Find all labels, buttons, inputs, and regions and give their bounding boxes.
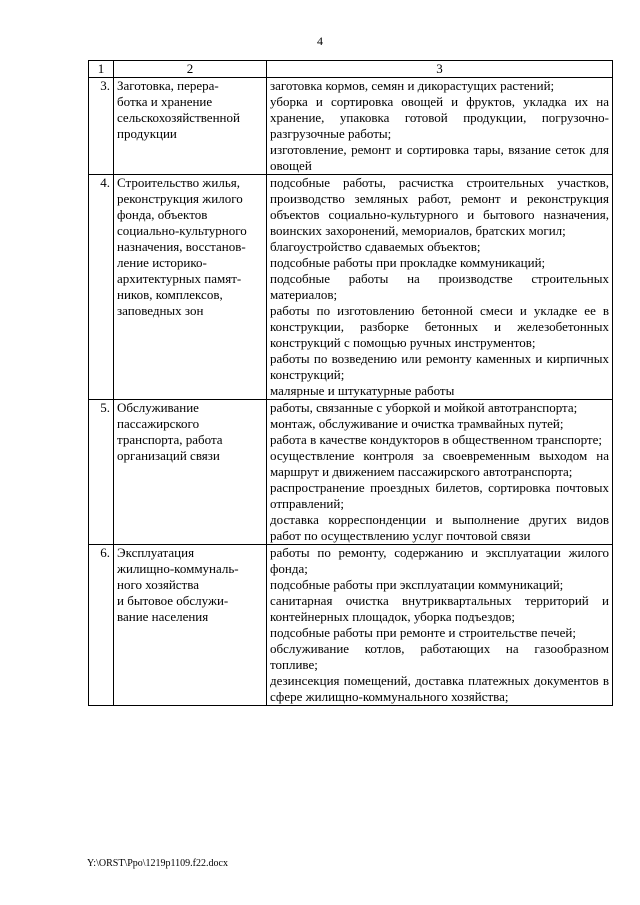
column-header-activity: 2 xyxy=(114,61,267,78)
job-item: благоустройство сдаваемых объектов; xyxy=(270,239,481,254)
job-item: малярные и штукатурные работы xyxy=(270,383,455,398)
activity-line: социально-культурного xyxy=(117,223,247,238)
job-item: осуществление контроля за своевременным выходом на маршрут и движением пассажирского автотранспорта; xyxy=(270,448,609,479)
activity-line: назначения, восстанов- xyxy=(117,239,246,254)
job-item: подсобные работы, расчистка строительных участков, производство земляных работ, ремонт и реконструкция объектов социально-культурного и бытового назначения, воинских захоронений, мемориалов, братских могил; xyxy=(270,175,609,238)
activity-line: организаций связи xyxy=(117,448,220,463)
activity-line: реконструкция жилого xyxy=(117,191,243,206)
job-item: работы по возведению или ремонту каменных и кирпичных конструкций; xyxy=(270,351,609,382)
activity-line: Эксплуатация xyxy=(117,545,195,560)
row-number: 5. xyxy=(89,400,114,545)
activity-cell xyxy=(114,400,267,545)
job-item: подсобные работы на производстве строительных материалов; xyxy=(270,271,609,302)
row-number: 3. xyxy=(89,78,114,175)
row-number: 4. xyxy=(89,175,114,400)
job-item: санитарная очистка внутриквартальных территорий и контейнерных площадок, уборка подъездов; xyxy=(270,593,609,624)
activity-line: фонда, объектов xyxy=(117,207,208,222)
activity-line: Обслуживание xyxy=(117,400,199,415)
activity-line: ного хозяйства xyxy=(117,577,199,592)
jobs-cell xyxy=(267,400,613,545)
row-number: 6. xyxy=(89,545,114,706)
column-header-number: 1 xyxy=(89,61,114,78)
activity-line: Заготовка, перера- xyxy=(117,78,219,93)
job-item: обслуживание котлов, работающих на газообразном топливе; xyxy=(270,641,609,672)
job-item: подсобные работы при прокладке коммуникаций; xyxy=(270,255,546,270)
activity-line: архитектурных памят- xyxy=(117,271,242,286)
activity-line: жилищно-коммуналь- xyxy=(117,561,239,576)
activity-line: продукции xyxy=(117,126,177,141)
table-row xyxy=(89,78,613,175)
job-item: работа в качестве кондукторов в общественном транспорте; xyxy=(270,432,602,447)
page-number: 4 xyxy=(317,34,323,48)
activity-line: вание населения xyxy=(117,609,209,624)
jobs-cell xyxy=(267,78,613,175)
activity-line: заповедных зон xyxy=(117,303,204,318)
activity-line: ботка и хранение xyxy=(117,94,213,109)
activity-line: сельскохозяйственной xyxy=(117,110,240,125)
table-body xyxy=(89,78,613,706)
job-item: работы по изготовлению бетонной смеси и укладке ее в конструкции, разборке бетонных и железобетонных конструкций с помощью ручных инструментов; xyxy=(270,303,609,350)
job-item: работы, связанные с уборкой и мойкой автотранспорта; xyxy=(270,400,578,415)
table-header-row xyxy=(89,61,613,78)
activity-line: Строительство жилья, xyxy=(117,175,240,190)
job-item: уборка и сортировка овощей и фруктов, укладка их на хранение, упаковка готовой продукции, погрузочно-разгрузочные работы; xyxy=(270,94,609,141)
activity-line: транспорта, работа xyxy=(117,432,223,447)
column-header-jobs: 3 xyxy=(267,61,613,78)
jobs-cell xyxy=(267,175,613,400)
activity-cell xyxy=(114,78,267,175)
job-item: работы по ремонту, содержанию и эксплуатации жилого фонда; xyxy=(270,545,609,576)
activities-table xyxy=(88,60,613,706)
job-item: подсобные работы при эксплуатации коммуникаций; xyxy=(270,577,564,592)
activity-line: и бытовое обслужи- xyxy=(117,593,229,608)
footer-file-path: Y:\ORST\Ppo\1219p1109.f22.docx xyxy=(87,858,228,869)
table-row xyxy=(89,545,613,706)
job-item: распространение проездных билетов, сортировка почтовых отправлений; xyxy=(270,480,609,511)
job-item: монтаж, обслуживание и очистка трамвайных путей; xyxy=(270,416,564,431)
activity-line: пассажирского xyxy=(117,416,200,431)
activity-cell xyxy=(114,175,267,400)
activity-line: ников, комплексов, xyxy=(117,287,223,302)
jobs-cell xyxy=(267,545,613,706)
job-item: дезинсекция помещений, доставка платежных документов в сфере жилищно-коммунального хозяйства; xyxy=(270,673,609,704)
activity-line: ление историко- xyxy=(117,255,207,270)
job-item: подсобные работы при ремонте и строительстве печей; xyxy=(270,625,576,640)
table-row xyxy=(89,175,613,400)
table-row xyxy=(89,400,613,545)
job-item: изготовление, ремонт и сортировка тары, вязание сеток для овощей xyxy=(270,142,609,173)
job-item: заготовка кормов, семян и дикорастущих растений; xyxy=(270,78,555,93)
activity-cell xyxy=(114,545,267,706)
job-item: доставка корреспонденции и выполнение других видов работ по осуществлению услуг почтовой связи xyxy=(270,512,609,543)
